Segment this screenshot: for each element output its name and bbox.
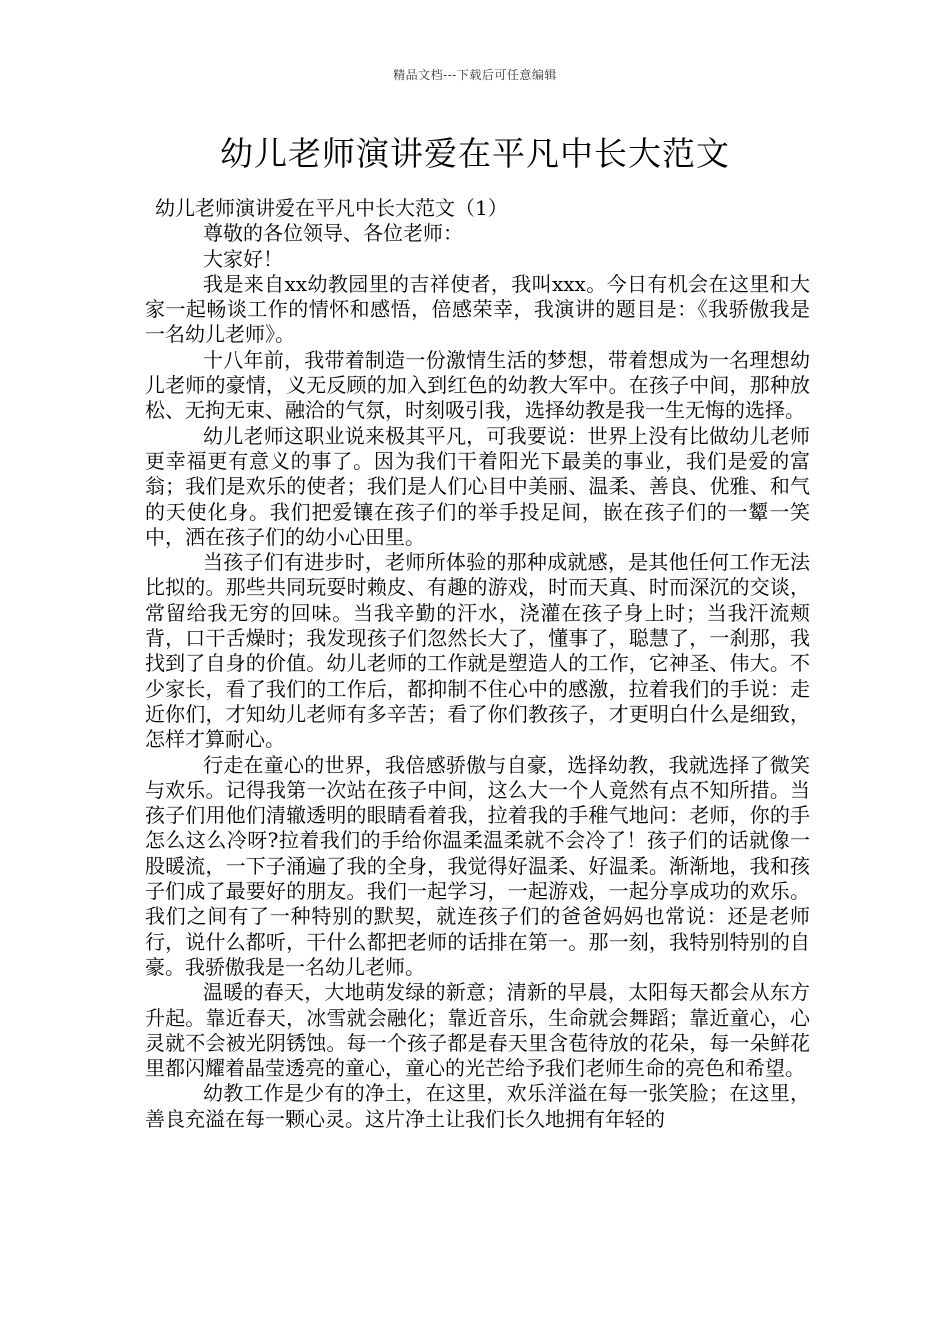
paragraph-intro: 我是来自xx幼教园里的吉祥使者，我叫xxx。今日有机会在这里和大家一起畅谈工作的情怀和感悟，倍感荣幸，我演讲的题目是：《我骄傲我是一名幼儿老师》。 xyxy=(145,271,810,347)
paragraph-salutation: 尊敬的各位领导、各位老师： xyxy=(203,221,463,246)
document-title: 幼儿老师演讲爱在平凡中长大范文 xyxy=(220,134,730,173)
document-body xyxy=(145,196,810,1132)
paragraph: 温暖的春天，大地萌发绿的新意；清新的早晨，太阳每天都会从东方升起。靠近春天，冰雪就会融化；靠近音乐，生命就会舞蹈；靠近童心，心灵就不会被光阴锈蚀。每一个孩子都是春天里含苞待放的花朵，每一朵鲜花里都闪耀着晶莹透亮的童心，童心的光芒给予我们老师生命的亮色和希望。 xyxy=(145,980,810,1081)
paragraph-greeting: 大家好！ xyxy=(203,246,283,271)
paragraph: 行走在童心的世界，我倍感骄傲与自豪，选择幼教，我就选择了微笑与欢乐。记得我第一次站在孩子中间，这么大一个人竟然有点不知所措。当孩子们用他们清辙透明的眼睛看着我，拉着我的手稚气地问：老师，你的手怎么这么冷呀?拉着我们的手给你温柔温柔就不会冷了！孩子们的话就像一股暖流，一下子涌遍了我的全身，我觉得好温柔、好温柔。渐渐地，我和孩子们成了最要好的朋友。我们一起学习，一起游戏，一起分享成功的欢乐。我们之间有了一种特别的默契，就连孩子们的爸爸妈妈也常说：还是老师行，说什么都听，干什么都把老师的话排在第一。那一刻，我特别特别的自豪。我骄傲我是一名幼儿老师。 xyxy=(145,752,810,979)
section-subtitle: 幼儿老师演讲爱在平凡中长大范文（1） xyxy=(155,196,508,220)
paragraph: 幼教工作是少有的净土，在这里，欢乐洋溢在每一张笑脸；在这里，善良充溢在每一颗心灵。这片净土让我们长久地拥有年轻的 xyxy=(145,1081,810,1131)
paragraph: 当孩子们有进步时，老师所体验的那种成就感，是其他任何工作无法比拟的。那些共同玩耍时赖皮、有趣的游戏，时而天真、时而深沉的交谈，常留给我无穷的回味。当我辛勤的汗水，浇灌在孩子身上时；当我汗流颊背，口干舌燥时；我发现孩子们忽然长大了，懂事了，聪慧了，一刹那，我找到了自身的价值。幼儿老师的工作就是塑造人的工作，它神圣、伟大。不少家长，看了我们的工作后，都抑制不住心中的感激，拉着我们的手说：走近你们，才知幼儿老师有多辛苦；看了你们教孩子，才更明白什么是细致，怎样才算耐心。 xyxy=(145,550,810,752)
paragraph: 十八年前，我带着制造一份激情生活的梦想，带着想成为一名理想幼儿老师的豪情，义无反顾的加入到红色的幼教大军中。在孩子中间，那种放松、无拘无束、融洽的气氛，时刻吸引我，选择幼教是我一生无悔的选择。 xyxy=(145,347,810,423)
paragraph: 幼儿老师这职业说来极其平凡，可我要说：世界上没有比做幼儿老师更幸福更有意义的事了。因为我们干着阳光下最美的事业，我们是爱的富翁；我们是欢乐的使者；我们是人们心目中美丽、温柔、善良、优雅、和气的天使化身。我们把爱镶在孩子们的举手投足间，嵌在孩子们的一颦一笑中，洒在孩子们的幼小心田里。 xyxy=(145,423,810,549)
header-note: 精品文档---下载后可任意编辑 xyxy=(393,68,557,82)
